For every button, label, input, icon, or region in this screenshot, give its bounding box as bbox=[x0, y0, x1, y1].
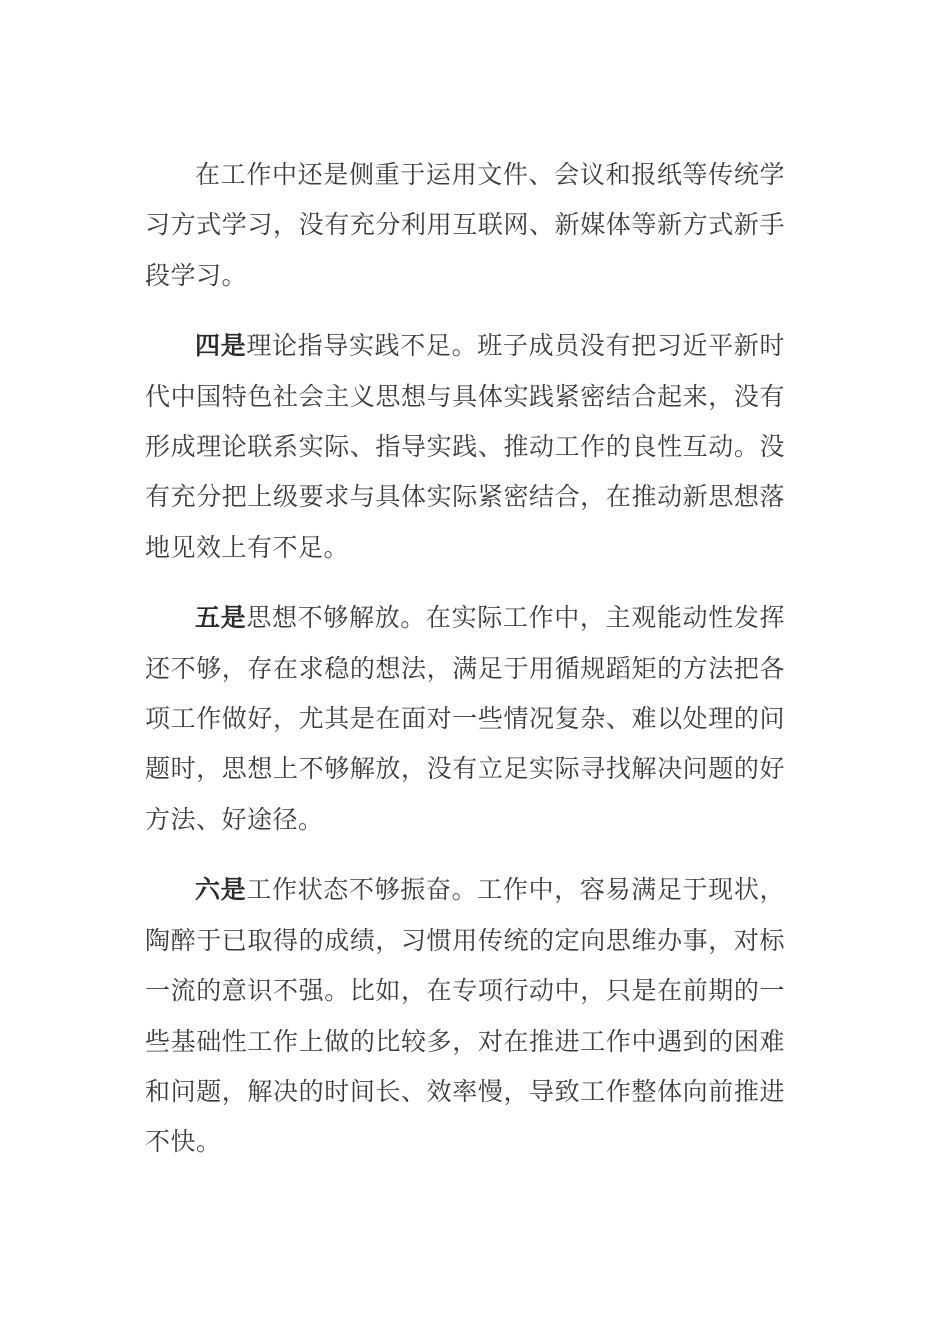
paragraph-continuation bbox=[145, 150, 785, 301]
paragraph-lead: 五是 bbox=[195, 603, 247, 633]
paragraph-text: 思想不够解放。在实际工作中，主观能动性发挥还不够，存在求稳的想法，满足于用循规蹈矩的方法把各项工作做好，尤其是在面对一些情况复杂、难以处理的问题时，思想上不够解放，没有立足实际寻找解决问题的好方法、好途径。 bbox=[145, 603, 785, 834]
paragraph-text: 工作状态不够振奋。工作中，容易满足于现状，陶醉于已取得的成绩，习惯用传统的定向思维办事，对标一流的意识不强。比如，在专项行动中，只是在前期的一些基础性工作上做的比较多，对在推进工作中遇到的困难和问题，解决的时间长、效率慢，导致工作整体向前推进不快。 bbox=[145, 875, 785, 1157]
paragraph-item-4 bbox=[145, 321, 785, 573]
paragraph-lead: 四是 bbox=[195, 331, 247, 361]
paragraph-lead: 六是 bbox=[195, 875, 247, 905]
document-body bbox=[145, 150, 785, 1188]
paragraph-text: 在工作中还是侧重于运用文件、会议和报纸等传统学习方式学习，没有充分利用互联网、新媒体等新方式新手段学习。 bbox=[145, 160, 785, 290]
paragraph-item-5 bbox=[145, 593, 785, 845]
paragraph-text: 理论指导实践不足。班子成员没有把习近平新时代中国特色社会主义思想与具体实践紧密结合起来，没有形成理论联系实际、指导实践、推动工作的良性互动。没有充分把上级要求与具体实际紧密结合，在推动新思想落地见效上有不足。 bbox=[145, 331, 785, 562]
paragraph-item-6 bbox=[145, 865, 785, 1167]
